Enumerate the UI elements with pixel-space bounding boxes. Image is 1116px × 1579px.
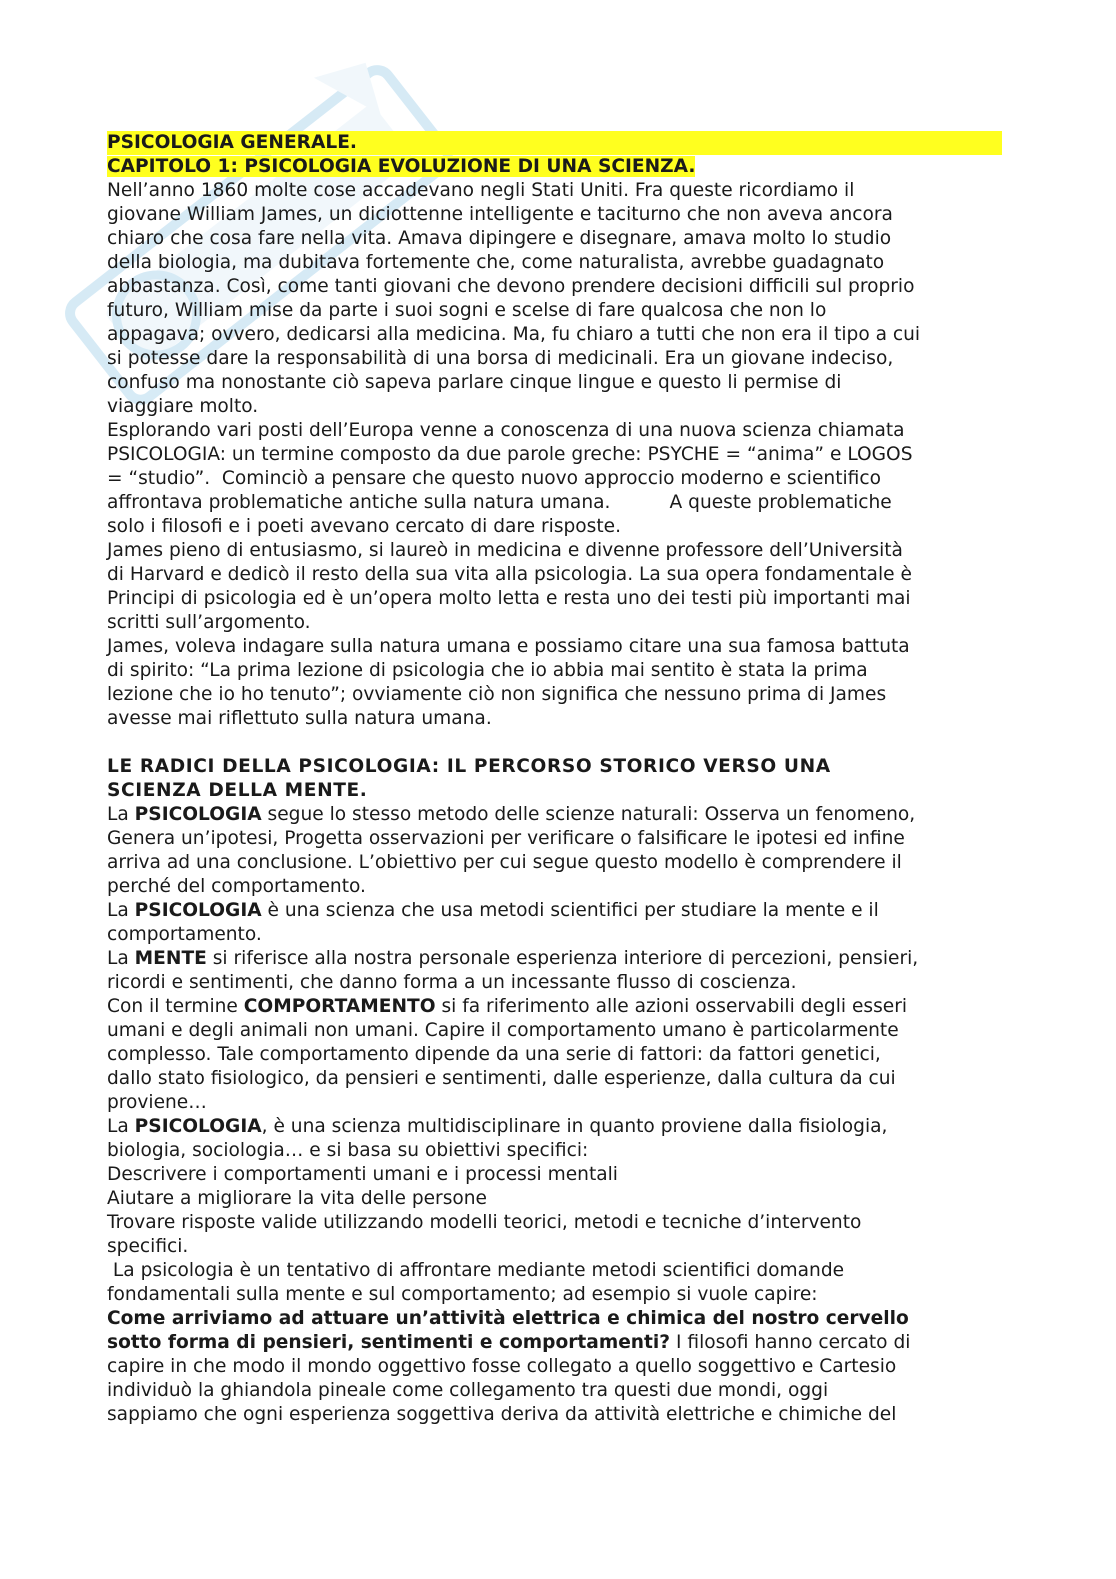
intro-line: confuso ma nonostante ciò sapeva parlare cinque lingue e questo li permise di (107, 372, 842, 393)
intro-line: James pieno di entusiasmo, si laureò in medicina e divenne professore dell’Università (107, 540, 903, 561)
bold-question: sotto forma di pensieri, sentimenti e comportamenti? (107, 1332, 671, 1353)
paragraph-definizione (107, 899, 1002, 947)
paragraph-line: La PSICOLOGIA, è una scienza multidisciplinare in quanto proviene dalla fisiologia, (107, 1116, 888, 1137)
intro-line: James, voleva indagare sulla natura umana e possiamo citare una sua famosa battuta (107, 636, 910, 657)
paragraph-line: complesso. Tale comportamento dipende da una serie di fattori: da fattori genetici, (107, 1044, 881, 1065)
paragraph-multidisciplinare (107, 1115, 1002, 1307)
list-item: Aiutare a migliorare la vita delle persone (107, 1188, 487, 1209)
intro-line: solo i filosofi e i poeti avevano cercato di dare risposte. (107, 516, 622, 537)
paragraph-line: umani e degli animali non umani. Capire il comportamento umano è particolarmente (107, 1020, 899, 1041)
intro-line: Nell’anno 1860 molte cose accadevano negli Stati Uniti. Fra queste ricordiamo il (107, 180, 855, 201)
intro-line: chiaro che cosa fare nella vita. Amava dipingere e disegnare, amava molto lo studio (107, 228, 892, 249)
chapter-title-text: CAPITOLO 1: PSICOLOGIA EVOLUZIONE DI UNA SCIENZA. (107, 156, 696, 177)
section-heading-line-2: SCIENZA DELLA MENTE. (107, 780, 368, 801)
intro-line: appagava; ovvero, dedicarsi alla medicina. Ma, fu chiaro a tutti che non era il tipo a cui (107, 324, 921, 345)
paragraph-line: dallo stato fisiologico, da pensieri e sentimenti, dalle esperienze, dalla cultura da cui (107, 1068, 896, 1089)
paragraph-line: ricordi e sentimenti, che danno forma a un incessante flusso di coscienza. (107, 972, 797, 993)
intro-line: giovane William James, un diciottenne intelligente e taciturno che non aveva ancora (107, 204, 893, 225)
paragraph-line: La psicologia è un tentativo di affrontare mediante metodi scientifici domande (107, 1260, 845, 1281)
paragraph-line: La PSICOLOGIA segue lo stesso metodo delle scienze naturali: Osserva un fenomeno, (107, 804, 916, 825)
bold-term: PSICOLOGIA (134, 900, 262, 921)
paragraph-line: La PSICOLOGIA è una scienza che usa metodi scientifici per studiare la mente e il (107, 900, 879, 921)
chapter-title (107, 155, 1002, 179)
intro-line: di spirito: “La prima lezione di psicologia che io abbia mai sentito è stata la prima (107, 660, 868, 681)
intro-line: della biologia, ma dubitava fortemente che, come naturalista, avrebbe guadagnato (107, 252, 885, 273)
bold-term: MENTE (134, 948, 207, 969)
paragraph-comportamento (107, 995, 1002, 1115)
intro-paragraph (107, 179, 1002, 731)
paragraph-line: perché del comportamento. (107, 876, 366, 897)
intro-line: Principi di psicologia ed è un’opera molto letta e resta uno dei testi più importanti mai (107, 588, 911, 609)
paragraph-line: Con il termine COMPORTAMENTO si fa riferimento alle azioni osservabili degli esseri (107, 996, 908, 1017)
bold-term: PSICOLOGIA (134, 1116, 262, 1137)
paragraph-line: sappiamo che ogni esperienza soggettiva deriva da attività elettriche e chimiche del (107, 1404, 897, 1425)
paragraph-line: biologia, sociologia… e si basa su obiettivi specifici: (107, 1140, 589, 1161)
paragraph-line: capire in che modo il mondo oggettivo fosse collegato a quello soggettivo e Cartesio (107, 1356, 897, 1377)
section-heading-line-1: LE RADICI DELLA PSICOLOGIA: IL PERCORSO STORICO VERSO UNA (107, 756, 831, 777)
intro-line: abbastanza. Così, come tanti giovani che devono prendere decisioni difficili sul proprio (107, 276, 915, 297)
intro-line: di Harvard e dedicò il resto della sua vita alla psicologia. La sua opera fondamentale è (107, 564, 912, 585)
paragraph-line: specifici. (107, 1236, 189, 1257)
intro-line: futuro, William mise da parte i suoi sogni e scelse di fare qualcosa che non lo (107, 300, 827, 321)
document-title: PSICOLOGIA GENERALE. (107, 131, 1002, 155)
paragraph-line: La MENTE si riferisce alla nostra personale esperienza interiore di percezioni, pensieri, (107, 948, 919, 969)
document-page (107, 131, 1002, 1427)
intro-line: Esplorando vari posti dell’Europa venne a conoscenza di una nuova scienza chiamata (107, 420, 905, 441)
intro-line: PSICOLOGIA: un termine composto da due parole greche: PSYCHE = “anima” e LOGOS (107, 444, 913, 465)
intro-line: = “studio”. Cominciò a pensare che questo nuovo approccio moderno e scientifico (107, 468, 881, 489)
paragraph-line: proviene… (107, 1092, 207, 1113)
intro-line: scritti sull’argomento. (107, 612, 311, 633)
paragraph-line: sotto forma di pensieri, sentimenti e comportamenti? I filosofi hanno cercato di (107, 1332, 911, 1353)
bold-question-line: Come arriviamo ad attuare un’attività elettrica e chimica del nostro cervello (107, 1308, 909, 1329)
paragraph-line: arriva ad una conclusione. L’obiettivo per cui segue questo modello è comprendere il (107, 852, 902, 873)
list-item: Descrivere i comportamenti umani e i processi mentali (107, 1164, 618, 1185)
bold-term: PSICOLOGIA (134, 804, 262, 825)
paragraph-line: individuò la ghiandola pineale come collegamento tra questi due mondi, oggi (107, 1380, 829, 1401)
intro-line: viaggiare molto. (107, 396, 259, 417)
intro-line: si potesse dare la responsabilità di una borsa di medicinali. Era un giovane indeciso, (107, 348, 894, 369)
intro-line: affrontava problematiche antiche sulla natura umana. A queste problematiche (107, 492, 892, 513)
bold-term: COMPORTAMENTO (243, 996, 436, 1017)
intro-line: lezione che io ho tenuto”; ovviamente ciò non significa che nessuno prima di James (107, 684, 887, 705)
paragraph-line: Genera un’ipotesi, Progetta osservazioni per verificare o falsificare le ipotesi ed infine (107, 828, 905, 849)
paragraph-line: comportamento. (107, 924, 262, 945)
paragraph-cervello (107, 1307, 1002, 1427)
paragraph-mente (107, 947, 1002, 995)
paragraph-line: fondamentali sulla mente e sul comportamento; ad esempio si vuole capire: (107, 1284, 818, 1305)
list-item: Trovare risposte valide utilizzando modelli teorici, metodi e tecniche d’intervento (107, 1212, 862, 1233)
intro-line: avesse mai riflettuto sulla natura umana. (107, 708, 492, 729)
paragraph-metodo (107, 803, 1002, 899)
